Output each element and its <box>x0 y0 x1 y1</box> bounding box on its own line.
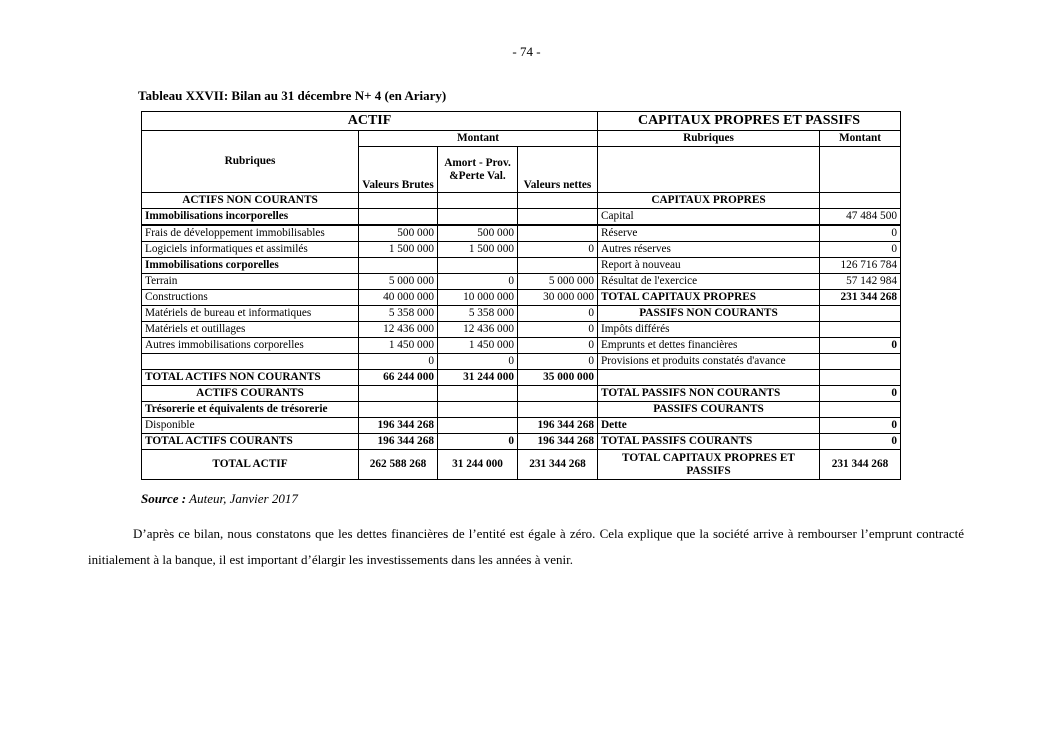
row-4-actif-label: Immobilisations corporelles <box>142 258 359 274</box>
source-label: Source : <box>141 491 187 506</box>
row-9-am: 1 450 000 <box>438 338 518 354</box>
passif-blank-montant <box>820 147 901 193</box>
row-0-passif-value <box>820 193 901 209</box>
row-15-actif-label: TOTAL ACTIFS COURANTS <box>142 434 359 450</box>
row-6-vn: 30 000 000 <box>518 290 598 306</box>
row-0-am <box>438 193 518 209</box>
row-8-passif-label: Impôts différés <box>598 322 820 338</box>
row-4-vn <box>518 258 598 274</box>
row-11-vb: 66 244 000 <box>359 370 438 386</box>
row-1-passif-value: 47 484 500 <box>820 209 901 226</box>
row-1-vb <box>359 209 438 226</box>
table-caption: Tableau XXVII: Bilan au 31 décembre N+ 4 (en Ariary) <box>138 88 447 103</box>
row-14-actif-label: Disponible <box>142 418 359 434</box>
row-9-passif-label: Emprunts et dettes financières <box>598 338 820 354</box>
row-12-actif-label: ACTIFS COURANTS <box>142 386 359 402</box>
row-1-am <box>438 209 518 226</box>
row-5-am: 0 <box>438 274 518 290</box>
row-15-am: 0 <box>438 434 518 450</box>
row-15-passif-label: TOTAL PASSIFS COURANTS <box>598 434 820 450</box>
row-7-actif-label: Matériels de bureau et informatiques <box>142 306 359 322</box>
row-7-am: 5 358 000 <box>438 306 518 322</box>
row-16-passif-label: TOTAL CAPITAUX PROPRES ET PASSIFS <box>598 450 820 480</box>
row-6-passif-label: TOTAL CAPITAUX PROPRES <box>598 290 820 306</box>
row-1-actif-label: Immobilisations incorporelles <box>142 209 359 226</box>
row-11-am: 31 244 000 <box>438 370 518 386</box>
row-13-am <box>438 402 518 418</box>
row-4-vb <box>359 258 438 274</box>
row-5-vn: 5 000 000 <box>518 274 598 290</box>
passif-rubriques-header: Rubriques <box>598 131 820 147</box>
row-5-passif-value: 57 142 984 <box>820 274 901 290</box>
row-14-vn: 196 344 268 <box>518 418 598 434</box>
row-12-vn <box>518 386 598 402</box>
row-12-am <box>438 386 518 402</box>
source-line <box>141 491 298 507</box>
row-7-vb: 5 358 000 <box>359 306 438 322</box>
row-3-passif-label: Autres réserves <box>598 242 820 258</box>
valeurs-brutes-header: Valeurs Brutes <box>359 147 438 193</box>
row-13-passif-value <box>820 402 901 418</box>
row-16-vb: 262 588 268 <box>359 450 438 480</box>
row-4-passif-label: Report à nouveau <box>598 258 820 274</box>
balance-sheet-table <box>141 111 901 480</box>
row-9-passif-value: 0 <box>820 338 901 354</box>
row-13-actif-label: Trésorerie et équivalents de trésorerie <box>142 402 359 418</box>
row-2-am: 500 000 <box>438 225 518 242</box>
row-9-vb: 1 450 000 <box>359 338 438 354</box>
row-3-vn: 0 <box>518 242 598 258</box>
row-8-actif-label: Matériels et outillages <box>142 322 359 338</box>
row-9-actif-label: Autres immobilisations corporelles <box>142 338 359 354</box>
row-8-vn: 0 <box>518 322 598 338</box>
row-14-am <box>438 418 518 434</box>
row-1-passif-label: Capital <box>598 209 820 226</box>
row-11-actif-label: TOTAL ACTIFS NON COURANTS <box>142 370 359 386</box>
row-14-vb: 196 344 268 <box>359 418 438 434</box>
row-11-vn: 35 000 000 <box>518 370 598 386</box>
row-12-passif-label: TOTAL PASSIFS NON COURANTS <box>598 386 820 402</box>
row-10-am: 0 <box>438 354 518 370</box>
row-10-passif-label: Provisions et produits constatés d'avance <box>598 354 820 370</box>
row-7-passif-label: PASSIFS NON COURANTS <box>598 306 820 322</box>
passif-blank-header <box>598 147 820 193</box>
row-8-passif-value <box>820 322 901 338</box>
row-7-vn: 0 <box>518 306 598 322</box>
row-10-passif-value <box>820 354 901 370</box>
row-8-vb: 12 436 000 <box>359 322 438 338</box>
row-2-passif-label: Réserve <box>598 225 820 242</box>
row-0-vb <box>359 193 438 209</box>
actif-rubriques-header: Rubriques <box>142 131 359 193</box>
row-2-vb: 500 000 <box>359 225 438 242</box>
row-3-am: 1 500 000 <box>438 242 518 258</box>
valeurs-nettes-header: Valeurs nettes <box>518 147 598 193</box>
row-11-passif-value <box>820 370 901 386</box>
row-4-am <box>438 258 518 274</box>
row-3-actif-label: Logiciels informatiques et assimilés <box>142 242 359 258</box>
row-10-actif-label <box>142 354 359 370</box>
montant-header: Montant <box>359 131 598 147</box>
passif-header: CAPITAUX PROPRES ET PASSIFS <box>598 112 901 131</box>
row-0-actif-label: ACTIFS NON COURANTS <box>142 193 359 209</box>
row-6-am: 10 000 000 <box>438 290 518 306</box>
row-16-am: 31 244 000 <box>438 450 518 480</box>
amort-header: Amort - Prov. &Perte Val. <box>438 147 518 193</box>
row-12-passif-value: 0 <box>820 386 901 402</box>
actif-header: ACTIF <box>142 112 598 131</box>
row-15-passif-value: 0 <box>820 434 901 450</box>
row-16-actif-label: TOTAL ACTIF <box>142 450 359 480</box>
row-13-vn <box>518 402 598 418</box>
row-14-passif-label: Dette <box>598 418 820 434</box>
source-text: Auteur, Janvier 2017 <box>186 491 298 506</box>
row-2-vn <box>518 225 598 242</box>
row-2-passif-value: 0 <box>820 225 901 242</box>
row-1-vn <box>518 209 598 226</box>
row-0-passif-label: CAPITAUX PROPRES <box>598 193 820 209</box>
row-5-actif-label: Terrain <box>142 274 359 290</box>
row-13-passif-label: PASSIFS COURANTS <box>598 402 820 418</box>
row-15-vn: 196 344 268 <box>518 434 598 450</box>
row-16-vn: 231 344 268 <box>518 450 598 480</box>
row-11-passif-label <box>598 370 820 386</box>
row-9-vn: 0 <box>518 338 598 354</box>
row-6-vb: 40 000 000 <box>359 290 438 306</box>
body-paragraph: D’après ce bilan, nous constatons que les dettes financières de l’entité est égale à zéro. Cela explique que la société arrive à rembourser l’emprunt contracté initialement à la banque, il est important d’élargir les investissements dans les années à venir. <box>88 526 964 567</box>
row-5-passif-label: Résultat de l'exercice <box>598 274 820 290</box>
row-8-am: 12 436 000 <box>438 322 518 338</box>
row-3-passif-value: 0 <box>820 242 901 258</box>
row-15-vb: 196 344 268 <box>359 434 438 450</box>
passif-montant-header: Montant <box>820 131 901 147</box>
row-12-vb <box>359 386 438 402</box>
row-10-vb: 0 <box>359 354 438 370</box>
row-6-passif-value: 231 344 268 <box>820 290 901 306</box>
row-3-vb: 1 500 000 <box>359 242 438 258</box>
row-5-vb: 5 000 000 <box>359 274 438 290</box>
row-7-passif-value <box>820 306 901 322</box>
row-0-vn <box>518 193 598 209</box>
row-13-vb <box>359 402 438 418</box>
row-6-actif-label: Constructions <box>142 290 359 306</box>
row-14-passif-value: 0 <box>820 418 901 434</box>
row-2-actif-label: Frais de développement immobilisables <box>142 225 359 242</box>
page-number: - 74 - <box>512 44 541 59</box>
row-10-vn: 0 <box>518 354 598 370</box>
row-4-passif-value: 126 716 784 <box>820 258 901 274</box>
row-16-passif-value: 231 344 268 <box>820 450 901 480</box>
